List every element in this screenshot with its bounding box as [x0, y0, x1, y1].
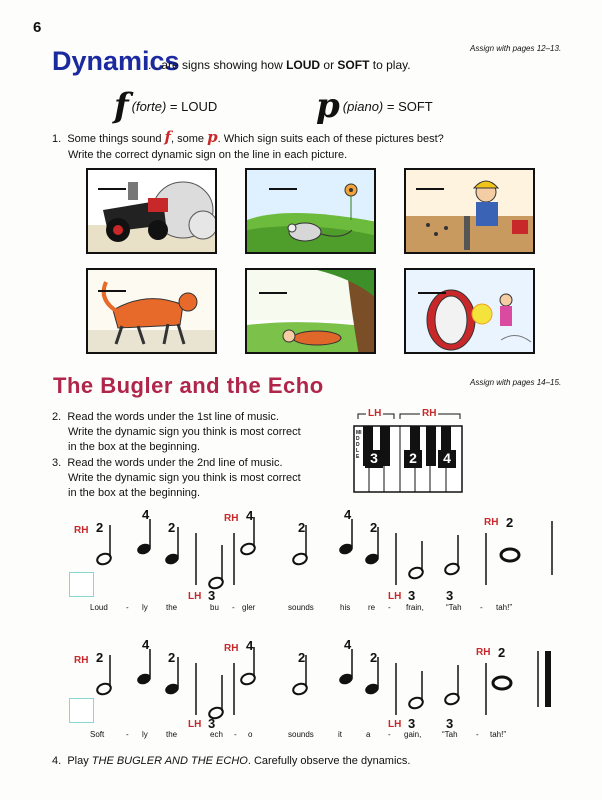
finger-number: 2 [370, 650, 378, 665]
lyric: - [388, 603, 391, 612]
lyric: tah!” [496, 603, 513, 612]
lyric: - [476, 730, 479, 739]
lyric: a [366, 730, 371, 739]
question-1-line2: Write the correct dynamic sign on the line in each picture. [68, 149, 348, 161]
finger-number: 4 [246, 508, 254, 523]
finger-number: 3 [446, 588, 454, 603]
finger-number: 2 [96, 650, 104, 665]
rh-label: RH [476, 647, 491, 658]
piano-definition: p (piano) = SOFT [316, 86, 433, 126]
lyric: frain, [406, 603, 424, 612]
lh-label: LH [388, 719, 402, 730]
picture-racing-car [86, 168, 217, 254]
middle-c-label: MIDDLE [356, 430, 362, 460]
finger-number: 2 [498, 645, 506, 660]
drum-illustration [406, 270, 535, 354]
finger-number: 4 [344, 507, 352, 522]
keyboard-finger-3: 3 [365, 450, 383, 468]
finger-number: 3 [408, 716, 416, 731]
keyboard-lh-label: LH [368, 408, 382, 419]
lyric: the [166, 730, 178, 739]
music-line-1 [0, 505, 602, 615]
lyric: sounds [288, 730, 314, 739]
forte-sign: f [114, 86, 129, 126]
answer-line[interactable] [98, 290, 126, 292]
rh-label: RH [74, 655, 89, 666]
lyric: ly [142, 603, 148, 612]
lyric: the [166, 603, 178, 612]
question-1: 1. Some things sound f, some p. Which sign suits each of these pictures best? [52, 128, 444, 146]
picture-cat-walking [86, 268, 217, 354]
lyric: - [126, 603, 129, 612]
forte-sign-inline: f [164, 128, 171, 146]
assign-note-top: Assign with pages 12–13. [470, 44, 562, 53]
finger-number: 3 [446, 716, 454, 731]
lh-label: LH [188, 719, 202, 730]
dynamics-title: Dynamics [52, 46, 180, 76]
piano-sign-inline: p [207, 128, 218, 146]
rh-label: RH [224, 643, 239, 654]
picture-jackhammer-worker [404, 168, 535, 254]
lyric: “Tah [442, 730, 458, 739]
song-title: The Bugler and the Echo [53, 373, 324, 398]
picture-drum-and-cymbal [404, 268, 535, 354]
lyric: - [232, 603, 235, 612]
keyboard-finger-4: 4 [438, 450, 456, 468]
finger-number: 2 [168, 520, 176, 535]
picture-mouse-in-grass [245, 168, 376, 254]
lyric: - [234, 730, 237, 739]
lyric: ech [210, 730, 223, 739]
page-number: 6 [33, 19, 42, 36]
lyric: ly [142, 730, 148, 739]
rh-label: RH [74, 525, 89, 536]
lyric: o [248, 730, 253, 739]
answer-line[interactable] [259, 292, 287, 294]
lyric: - [126, 730, 129, 739]
lyric: it [338, 730, 342, 739]
rh-label: RH [224, 513, 239, 524]
dynamic-answer-box-2[interactable] [69, 698, 94, 723]
music-line-2 [0, 635, 602, 745]
finger-number: 3 [408, 588, 416, 603]
lyric: his [340, 603, 351, 612]
finger-number: 2 [506, 515, 514, 530]
finger-number: 4 [344, 637, 352, 652]
cat-illustration [88, 270, 217, 354]
lyric: Loud [90, 603, 108, 612]
question-3: 3. Read the words under the 2nd line of music. Write the dynamic sign you think is most correct in the box at the beginning. [52, 457, 301, 499]
answer-line[interactable] [98, 188, 126, 190]
forte-definition: f (forte) = LOUD [114, 86, 218, 126]
racing-car-illustration [88, 170, 217, 254]
dynamic-answer-box-1[interactable] [69, 572, 94, 597]
answer-line[interactable] [418, 292, 446, 294]
lyric: - [388, 730, 391, 739]
lyric: - [480, 603, 483, 612]
lyric: tah!” [490, 730, 507, 739]
finger-number: 2 [298, 520, 306, 535]
lyric: re [368, 603, 376, 612]
question-2: 2. Read the words under the 1st line of music. Write the dynamic sign you think is most correct in the box at the beginning. [52, 411, 301, 453]
lyric: gain, [404, 730, 422, 739]
finger-number: 4 [246, 638, 254, 653]
question-4: 4. Play THE BUGLER AND THE ECHO. Carefully observe the dynamics. [52, 755, 411, 767]
lyric: sounds [288, 603, 314, 612]
jackhammer-illustration [406, 170, 535, 254]
lyric: “Tah [446, 603, 462, 612]
assign-note-song: Assign with pages 14–15. [470, 378, 562, 387]
dynamics-subtitle: . . are signs showing how LOUD or SOFT to play. [148, 58, 411, 72]
finger-number: 2 [96, 520, 104, 535]
keyboard-finger-2: 2 [404, 450, 422, 468]
keyboard-diagram [348, 408, 466, 498]
sleeping-child-illustration [247, 270, 376, 354]
picture-sleeping-child [245, 268, 376, 354]
finger-number: 2 [298, 650, 306, 665]
lyrics-line-1 [0, 603, 602, 615]
finger-number: 2 [370, 520, 378, 535]
lyric: gler [242, 603, 256, 612]
answer-line[interactable] [416, 188, 444, 190]
piano-sign: p [316, 86, 340, 126]
finger-number: 4 [142, 507, 150, 522]
lyric: bu [210, 603, 219, 612]
finger-number: 3 [208, 588, 216, 603]
mouse-illustration [247, 170, 376, 254]
finger-number: 4 [142, 637, 150, 652]
keyboard-rh-label: RH [422, 408, 437, 419]
finger-number: 2 [168, 650, 176, 665]
rh-label: RH [484, 517, 499, 528]
lyrics-line-2 [0, 730, 602, 742]
finger-number: 3 [208, 716, 216, 731]
lh-label: LH [388, 591, 402, 602]
lh-label: LH [188, 591, 202, 602]
answer-line[interactable] [269, 188, 297, 190]
lyric: Soft [90, 730, 105, 739]
